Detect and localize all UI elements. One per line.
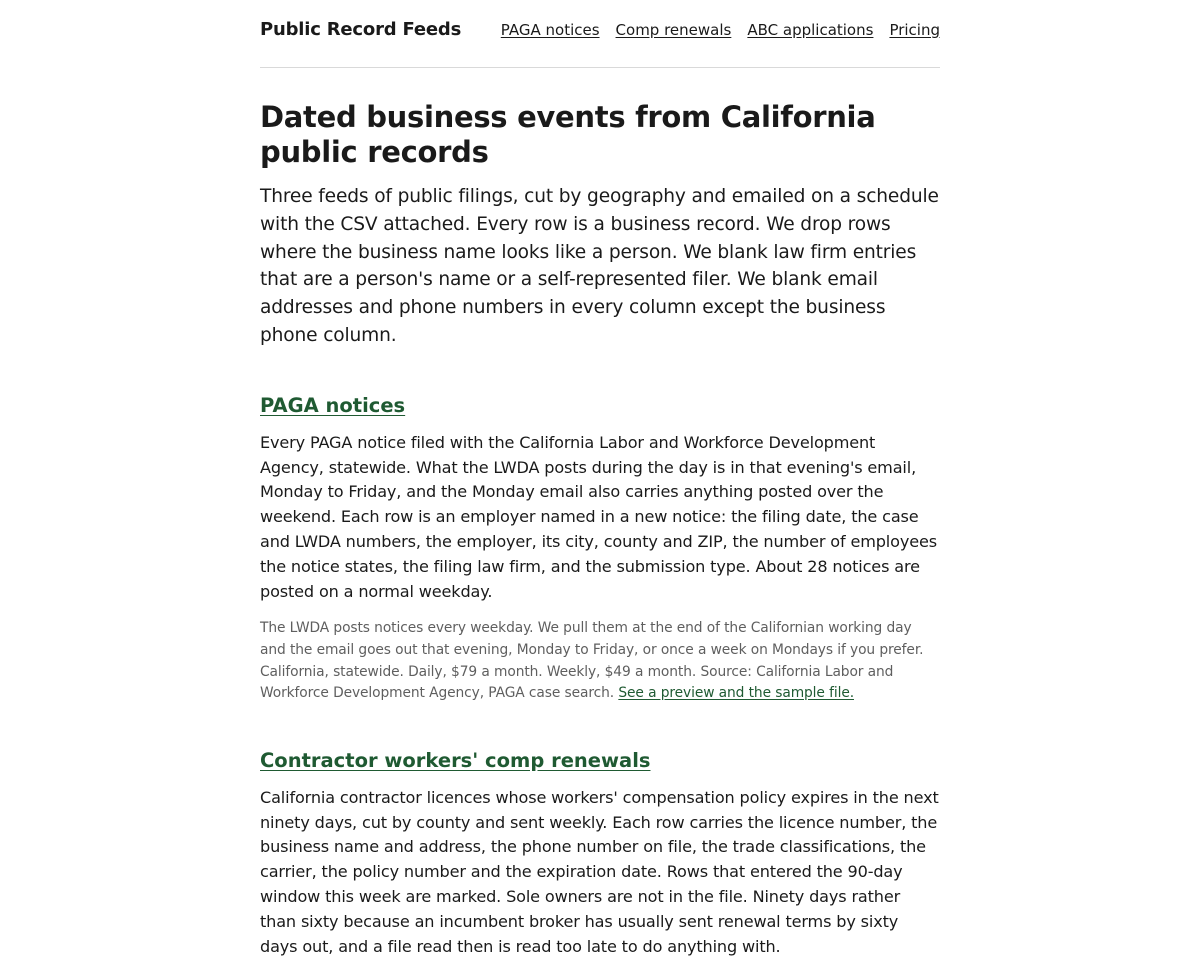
feed-meta-text: The LWDA posts notices every weekday. We pull them at the end of the Californian working day and the email goes out that evening, Monday to Friday, or once a week on Mondays if you prefer. California, statewide. Daily, $79 a month. Weekly, $49 a month. Source: California Labor and Workforce Development Agency, PAGA case search. (260, 620, 924, 702)
top-nav (501, 21, 940, 39)
preview-sample-link[interactable]: See a preview and the sample file. (618, 685, 854, 702)
feed-description: Every PAGA notice filed with the California Labor and Workforce Development Agency, statewide. What the LWDA posts during the day is in that evening's email, Monday to Friday, and the Monday email also carries anything posted over the weekend. Each row is an employer named in a new notice: the filing date, the case and LWDA numbers, the employer, its city, county and ZIP, the number of employees the notice states, the filing law firm, and the submission type. About 28 notices are posted on a normal weekday. (260, 432, 937, 601)
intro-paragraph: Three feeds of public filings, cut by geography and emailed on a schedule with the CSV attached. Every row is a business record. We drop rows where the business name looks like a person. We blank law firm entries that are a person's name or a self-represented filer. We blank email addresses and phone numbers in every column except the business phone column. (260, 186, 939, 346)
site-header (260, 0, 940, 68)
feed-meta (260, 618, 940, 704)
nav-link-paga-notices[interactable]: PAGA notices (500, 20, 600, 39)
feed-section-comp-renewals (260, 747, 940, 959)
feed-heading (260, 392, 940, 420)
nav-link-abc-applications[interactable]: ABC applications (747, 20, 874, 39)
nav-link-pricing[interactable]: Pricing (889, 20, 940, 39)
feed-heading (260, 747, 940, 775)
page-title: Dated business events from California public records (260, 100, 876, 169)
feed-section-paga (260, 392, 940, 705)
page-container (260, 0, 940, 959)
site-brand[interactable]: Public Record Feeds (260, 19, 462, 40)
feed-description: California contractor licences whose workers' compensation policy expires in the next ninety days, cut by county and sent weekly. Each row carries the licence number, the business name and address, the phone number on file, the trade classifications, the carrier, the policy number and the expiration date. Rows that entered the 90-day window this week are marked. Sole owners are not in the file. Ninety days rather than sixty because an incumbent broker has usually sent renewal terms by sixty days out, and a file read then is read too late to do anything with. (260, 787, 939, 956)
feed-title-link-comp-renewals[interactable]: Contractor workers' comp renewals (260, 748, 651, 772)
main-content (260, 100, 940, 959)
feed-title-link-paga[interactable]: PAGA notices (260, 393, 406, 417)
nav-link-comp-renewals[interactable]: Comp renewals (615, 20, 732, 39)
